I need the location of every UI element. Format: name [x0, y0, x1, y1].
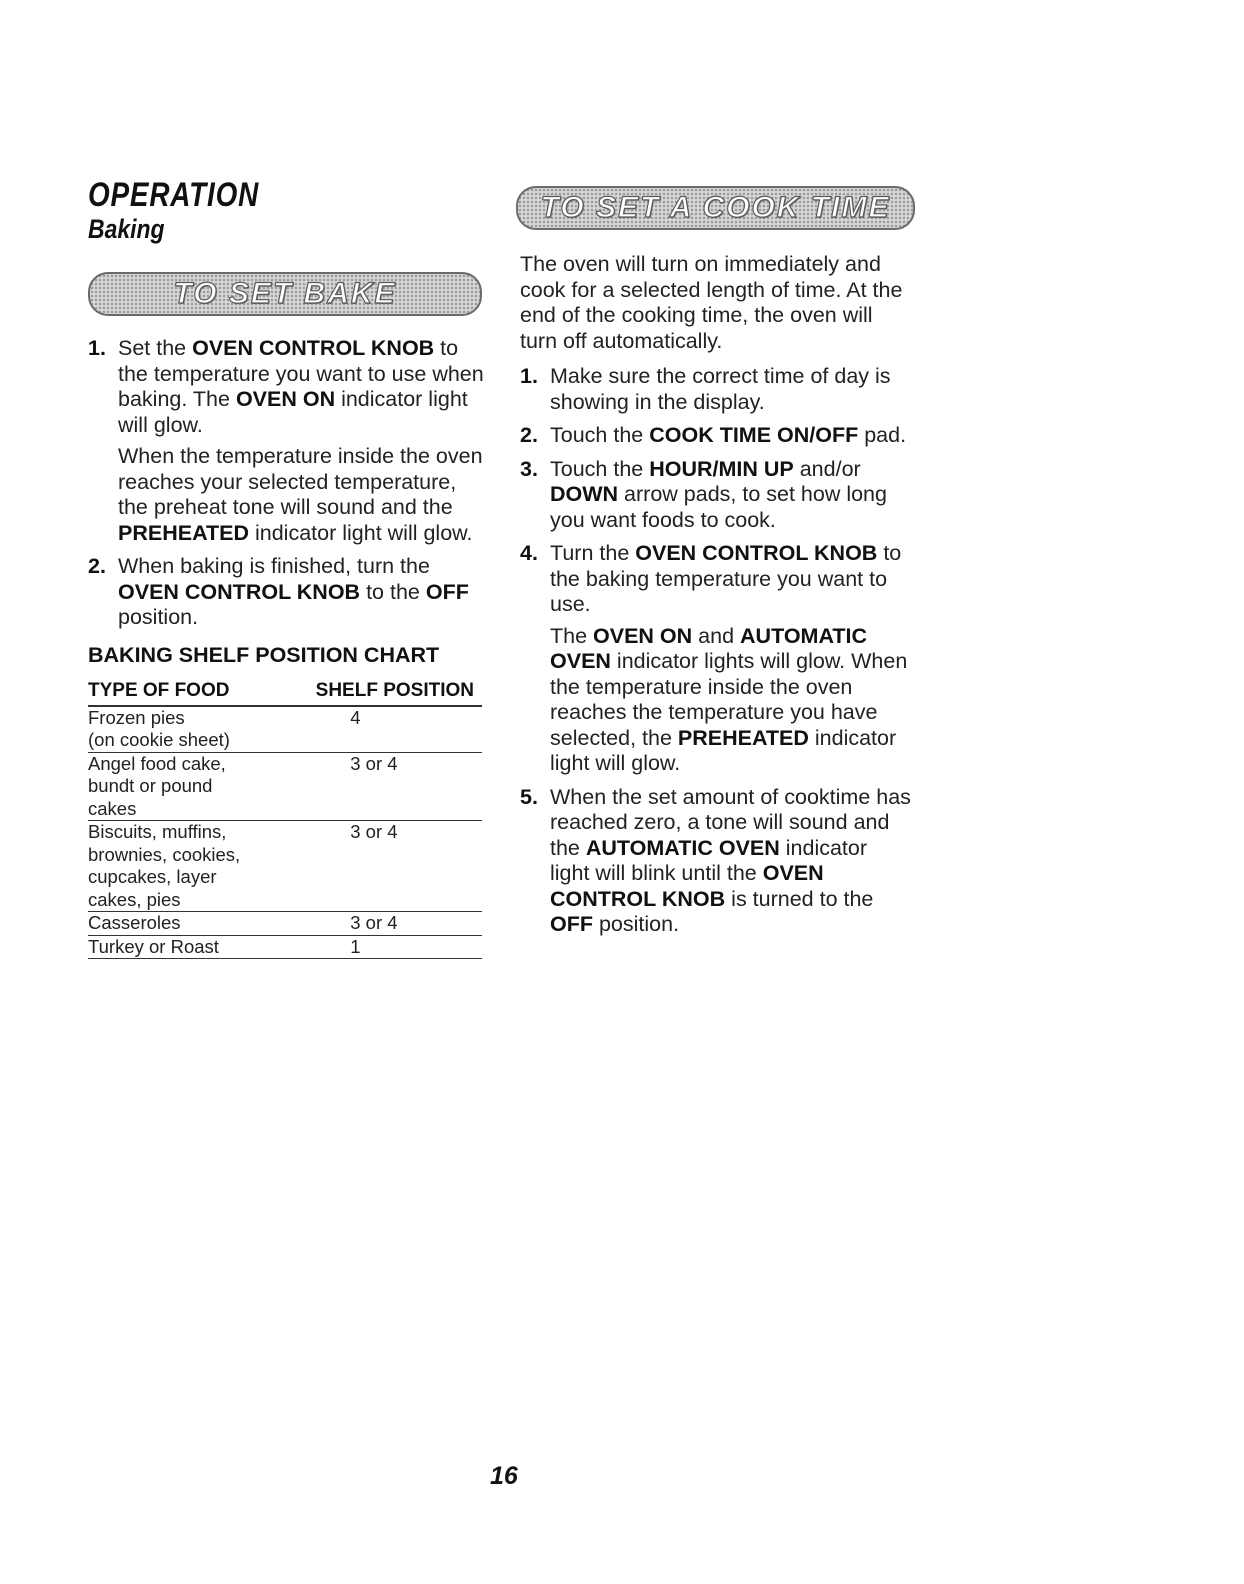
section-title: OPERATION: [88, 176, 260, 214]
control-name: OVEN CONTROL KNOB: [192, 336, 435, 360]
step-text: to the: [360, 579, 426, 604]
step-number: 1.: [88, 336, 106, 360]
food-cell: Biscuits, muffins, brownies, cookies, cupcakes, layer cakes, pies: [88, 821, 276, 912]
step-text: indicator light will glow.: [550, 725, 897, 775]
table-body: [88, 706, 482, 959]
shelf-position-cell: 3 or 4: [276, 821, 482, 912]
step-text: indicator lights will glow. When the temperature inside the oven reaches the temperature you have selected, the: [550, 649, 908, 750]
pad-name: HOUR/MIN UP: [649, 456, 794, 481]
step-number: 1.: [520, 364, 538, 388]
control-name: OVEN CONTROL KNOB: [635, 541, 878, 565]
step-text: When the temperature inside the oven reaches your selected temperature, the preheat tone will sound and the: [118, 444, 483, 519]
cook-step-3: [520, 457, 912, 534]
pad-name: COOK TIME ON/OFF: [649, 423, 859, 447]
shelf-position-cell: 1: [276, 935, 482, 959]
indicator-name: OVEN ON: [593, 623, 693, 648]
step-text: and/or: [793, 456, 861, 481]
bake-step-1: [88, 336, 488, 546]
step-text: to the baking temperature you want to use.: [550, 541, 902, 616]
indicator-name: PREHEATED: [118, 520, 250, 545]
indicator-name: AUTOMATIC OVEN: [585, 835, 780, 860]
step-text: When the set amount of cooktime has reached zero, a tone will sound and the: [550, 784, 911, 860]
step-text: Set the: [118, 336, 193, 360]
table-row: [88, 752, 482, 821]
shelf-position-cell: 4: [276, 706, 482, 753]
step-text: Make sure the correct time of day is showing in the display.: [550, 364, 891, 414]
step-text: pad.: [858, 423, 907, 447]
control-name: OVEN CONTROL KNOB: [118, 579, 361, 604]
step-text: When baking is finished, turn the: [118, 554, 430, 578]
step-text: Touch the: [550, 423, 650, 447]
step-number: 5.: [520, 784, 538, 809]
shelf-position-cell: 3 or 4: [276, 752, 482, 821]
section-subtitle: Baking: [88, 214, 165, 244]
step-number: 2.: [520, 423, 538, 447]
to-set-bake-banner-label: TO SET BAKE: [173, 277, 397, 310]
cook-time-intro: The oven will turn on immediately and cook for a selected length of time. At the end of the cooking time, the oven will turn off automatically.: [520, 252, 903, 353]
step-text: arrow pads, to set how long you want foods to cook.: [550, 482, 887, 532]
left-column: [88, 336, 488, 959]
column-header-food: TYPE OF FOOD: [88, 680, 276, 706]
position-name: OFF: [425, 579, 469, 604]
indicator-name: AUTOMATIC OVEN: [550, 623, 868, 673]
step-text: Turn the: [550, 541, 636, 565]
table-row: [88, 935, 482, 959]
step-text: Touch the: [550, 456, 650, 481]
cook-step-5: [520, 785, 912, 938]
step-text: position.: [118, 605, 199, 629]
step-text: position.: [593, 912, 680, 936]
right-column: [520, 252, 912, 946]
to-set-cook-time-banner: [516, 186, 915, 230]
step-text: to the temperature you want to use when baking. The: [118, 336, 484, 411]
food-cell: Casseroles: [88, 912, 276, 936]
step-text: is turned to the: [725, 886, 874, 911]
shelf-position-cell: 3 or 4: [276, 912, 482, 936]
column-header-position: SHELF POSITION: [276, 680, 482, 706]
step-text: indicator light will glow.: [249, 520, 473, 545]
page-number: 16: [490, 1462, 518, 1490]
shelf-chart-title: BAKING SHELF POSITION CHART: [88, 642, 440, 667]
table-row: [88, 706, 482, 753]
food-cell: Turkey or Roast: [88, 935, 276, 959]
food-cell: Angel food cake, bundt or pound cakes: [88, 752, 276, 821]
cook-step-4: [520, 541, 912, 777]
indicator-name: PREHEATED: [677, 725, 809, 750]
step-text: The: [550, 623, 594, 648]
to-set-cook-time-banner-label: TO SET A COOK TIME: [540, 191, 891, 224]
indicator-name: OVEN ON: [235, 387, 336, 411]
to-set-bake-banner: [88, 272, 482, 316]
control-name: OVEN CONTROL KNOB: [550, 861, 824, 911]
cook-step-2: [520, 423, 912, 449]
step-text: indicator light will blink until the: [550, 835, 868, 885]
shelf-position-table: [88, 680, 482, 959]
position-name: OFF: [550, 912, 593, 936]
step-number: 4.: [520, 541, 538, 565]
food-cell: Frozen pies (on cookie sheet): [88, 706, 276, 753]
step-text: and: [692, 623, 741, 648]
bake-step-2: [88, 554, 488, 631]
table-row: [88, 912, 482, 936]
step-number: 2.: [88, 554, 106, 578]
table-header-row: [88, 680, 482, 706]
step-number: 3.: [520, 456, 538, 481]
cook-step-1: [520, 364, 912, 415]
step-text: indicator light will glow.: [118, 387, 468, 437]
pad-name: DOWN: [550, 482, 619, 506]
table-row: [88, 821, 482, 912]
